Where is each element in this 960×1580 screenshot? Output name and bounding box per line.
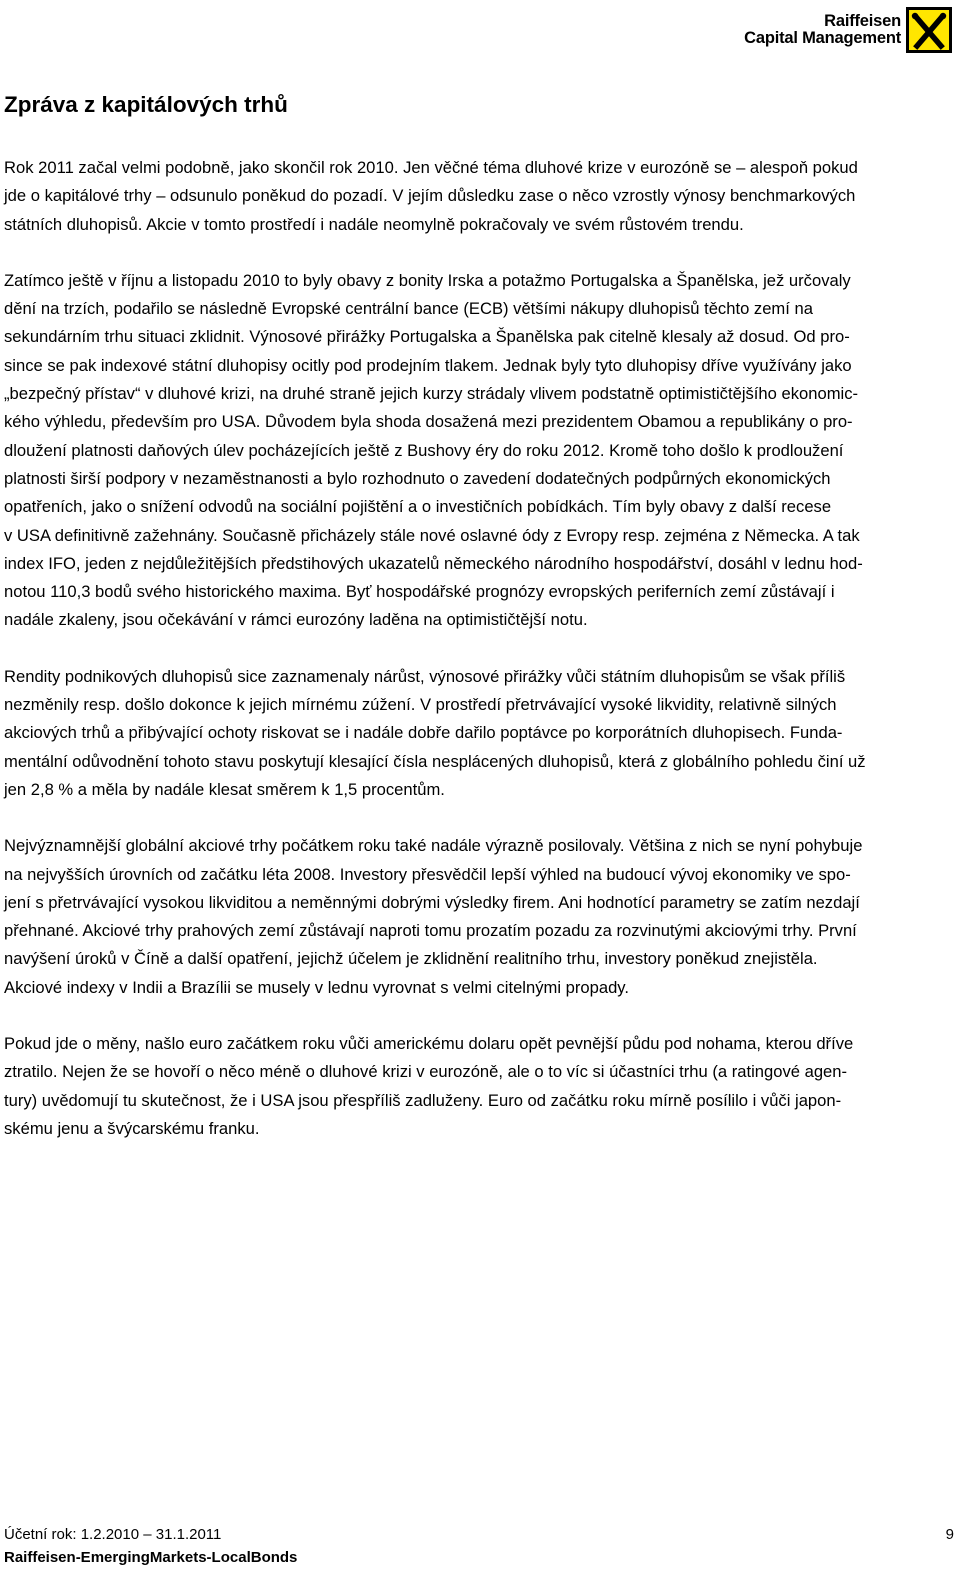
article-body [4,154,954,1171]
paragraph-equities: Nejvýznamnější globální akciové trhy počátkem roku také nadále výrazně posilovaly. Většina z nich se nyní pohybuje na nejvyšších úrovních od začátku léta 2008. Investory přesvědčil lepší výhled na budoucí vývoj ekonomiky ve spo- jení s přetrvávající vysokou likviditou a neměnnými dobrými výsledky firem. Ani hodnotící parametry se zatím nezdají přehnané. Akciové trhy prahových zemí zůstávají naproti tomu prozatím pozadu za rozvinutými akciovými trhy. První navýšení úroků v Číně a další opatření, jejichž účelem je zklidnění realitního trhu, investory poněkud znejistěla. Akciové indexy v Indii a Brazílii se musely v lednu vyrovnat s velmi citelnými propady. [4,836,863,997]
fund-name: Raiffeisen-EmergingMarkets-LocalBonds [4,1549,298,1566]
raiffeisen-gable-cross-icon [906,7,952,53]
logo-line-1: Raiffeisen [824,12,901,30]
paragraph-currencies: Pokud jde o měny, našlo euro začátkem roku vůči americkému dolaru opět pevnější půdu pod nohama, kterou dříve ztratilo. Nejen že se hovoří o něco méně o dluhové krizi v eurozóně, ale o to víc si účastníci trhu (a ratingové agen- tury) uvědomují tu skutečnost, že i USA jsou přespříliš zadluženy. Euro od začátku roku mírně posílilo i vůči japon- skému jenu a švýcarskému franku. [4,1034,854,1138]
paragraph-intro: Rok 2011 začal velmi podobně, jako skončil rok 2010. Jen věčné téma dluhové krize v eurozóně se – alespoň pokud jde o kapitálové trhy – odsunulo poněkud do pozadí. V jejím důsledku zase o něco vzrostly výnosy benchmarkových státních dluhopisů. Akcie v tomto prostředí i nadále neomylně pokračovaly ve svém růstovém trendu. [4,158,858,234]
page-number: 9 [945,1526,954,1543]
fiscal-year-period: Účetní rok: 1.2.2010 – 31.1.2011 [4,1526,222,1543]
page-footer [4,1523,954,1569]
logo-wordmark [744,13,901,47]
paragraph-bonds-government: Zatímco ještě v říjnu a listopadu 2010 to byly obavy z bonity Irska a potažmo Portugalska a Španělska, jež určovaly dění na trzích, podařilo se následně Evropské centrální bance (ECB) většími nákupy dluhopisů těchto zemí na sekundárním trhu situaci zklidnit. Výnosové přirážky Portugalska a Španělska pak citelně klesaly až dosud. Od pro- since se pak indexové státní dluhopisy ocitly pod prodejním tlakem. Jednak byly tyto dluhopisy dříve využívány jako „bezpečný přístav“ v dluhové krizi, na druhé straně jejich kurzy strádaly vlivem podstatně optimističtějšího ekonomic- kého výhledu, především pro USA. Důvodem byla shoda dosažená mezi prezidentem Obamou a republikány o pro- dloužení platnosti daňových úlev pocházejících ještě z Bushovy éry do roku 2012. Kromě toho došlo k prodloužení platnosti širší podpory v nezaměstnanosti a bylo rozhodnuto o zavedení dodatečných podpůrných ekonomických opatřeních, jako o snížení odvodů na sociální pojištění a o investičních pobídkách. Tím byly obavy z další recese v USA definitivně zažehnány. Současně přicházely stále nové oslavné ódy z Evropy resp. zejména z Německa. A tak index IFO, jeden z nejdůležitějších předstihových ukazatelů německého národního hospodářství, dosáhl v lednu hod- notou 110,3 bodů svého historického maxima. Byť hospodářské prognózy evropských periferních zemí zůstávají i nadále zkaleny, jsou očekávání v rámci eurozóny laděna na optimističtější notu. [4,270,863,630]
company-logo [744,6,952,54]
paragraph-bonds-corporate: Rendity podnikových dluhopisů sice zaznamenaly nárůst, výnosové přirážky vůči státním dluhopisům se však příliš nezměnily resp. došlo dokonce k jejich mírnému zúžení. V prostředí přetrvávající vysoké likvidity, relativně silných akciových trhů a přibývající ochoty riskovat se i nadále dobře dařilo poptávce po korporátních dluhopisech. Funda- mentální odůvodnění tohoto stavu poskytují klesající čísla nesplácených dluhopisů, která z globálního pohledu činí už jen 2,8 % a měla by nadále klesat směrem k 1,5 procentům. [4,666,866,799]
page-title: Zpráva z kapitálových trhů [4,92,288,117]
logo-line-2: Capital Management [744,29,901,47]
